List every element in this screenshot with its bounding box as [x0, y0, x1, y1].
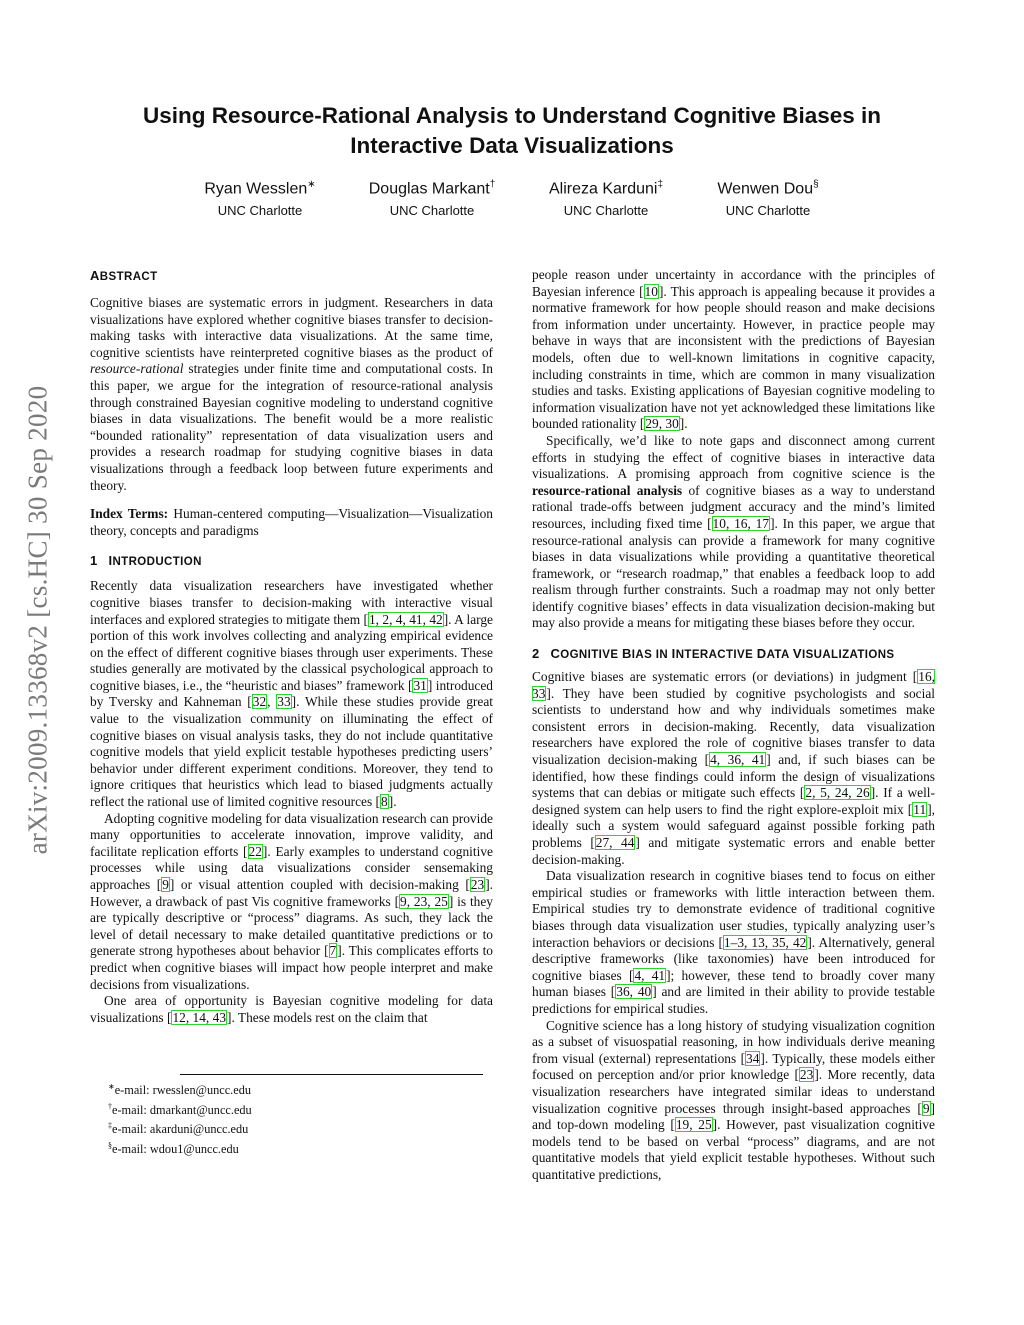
section-2-paragraph-2: Data visualization research in cognitive biases tend to focus on either empirical studies or frameworks with little interaction between them. Empirical studies try to demonstrate evidence of traditional cognitive biases through data visualization user studies, typically analyzing user’s interaction behaviors or decisions [1–3, 13, 35, 42]. Alternatively, general descriptive frameworks (like taxonomies) have been introduced for cognitive biases [4, 41]; however, these tend to broadly cover many human biases [36, 40] and are limited in their ability to provide testable predictions for empirical studies.	[532, 868, 936, 1016]
author-1	[160, 175, 360, 221]
footnotes	[90, 1074, 493, 1157]
author-name: Alireza Karduni	[548, 180, 658, 198]
citation-link[interactable]: 11	[913, 801, 927, 817]
abstract-text: Cognitive biases are systematic errors in judgment. Researchers in data visualizations have explored whether cognitive biases transfer to decision-making tasks with interactive data visualizations. At the same time, cognitive scientists have reinterpreted cognitive biases as the product of resource-rational strategies under finite time and computational costs. In this paper, we argue for the integration of resource-rational analysis through constrained Bayesian cognitive modeling to understand cognitive biases in data visualizations. The benefit would be a more realistic “bounded rationality” representation of data visualization users and provides a research roadmap for studying cognitive biases in data visualizations through a feedback loop between future experiments and theory.	[90, 295, 493, 493]
author-affiliation: UNC Charlotte	[389, 203, 475, 219]
citation-link[interactable]: 36, 40	[616, 984, 652, 1000]
author-affiliation: UNC Charlotte	[725, 203, 811, 219]
footnote: †e-mail: dmarkant@uncc.edu	[108, 1101, 252, 1117]
citation-link[interactable]: 4, 41	[634, 967, 666, 983]
title-line-1: Using Resource-Rational Analysis to Understand Cognitive Biases in	[142, 103, 882, 128]
author-name: Douglas Markant	[368, 180, 490, 198]
author-mark: ‡	[657, 179, 664, 190]
arxiv-id: arXiv:2009.13368v2 [cs.HC] 30 Sep 2020	[22, 385, 53, 855]
intro-paragraph-4: people reason under uncertainty in accordance with the principles of Bayesian inference [10]. This approach is appealing because it provides a normative framework for how people should reason and make decisions from information under uncertainty. However, in practice people may behave in ways that are inconsistent with the predictions of Bayesian models, often due to well-known limitations in cognitive capacity, including constraints in time, which are common in many visualization studies and tasks. Existing applications of Bayesian cognitive modeling to information visualization have not yet acknowledged these limitations like bounded rationality [29, 30].	[532, 267, 935, 432]
citation-link[interactable]: 9, 23, 25	[400, 893, 448, 909]
index-terms: Index Terms: Human-centered computing—Visualization—Visualization theory, concepts and paradigms	[90, 506, 493, 538]
author-name: Ryan Wesslen	[204, 180, 308, 198]
author-mark: †	[489, 179, 496, 190]
index-terms-label: Index Terms:	[90, 506, 169, 522]
citation-link[interactable]: 1–3, 13, 35, 42	[723, 934, 807, 950]
left-column	[90, 266, 493, 1026]
intro-paragraph-1: Recently data visualization researchers have investigated whether cognitive biases transfer to decision-making with interactive visual interfaces and explored strategies to mitigate them [1, 2, 4, 41, 42]. A large portion of this work involves collecting and analyzing empirical evidence on the effect of different cognitive biases through user experiments. These studies generally are motivated by the classical psychological approach to cognitive biases, i.e., the “heuristic and biases” framework [31] introduced by Tversky and Kahneman [32, 33]. While these studies provide great value to the visualization community on illuminating the effect of cognitive biases on visual analysis tasks, they do not include quantitative cognitive models that yield explicit testable hypotheses predicting users’ behavior under different experiment conditions. Moreover, they tend to ignore critiques that heuristics which lead to biased judgments actually reflect the rational use of limited cognitive resources [8].	[90, 578, 493, 810]
author-affiliation: UNC Charlotte	[217, 203, 303, 219]
citation-link[interactable]: 8	[381, 794, 388, 810]
citation-link[interactable]: 29, 30	[645, 416, 679, 432]
citation-link[interactable]: 31	[413, 677, 427, 693]
citation-link[interactable]: 2, 5, 24, 26	[805, 785, 870, 801]
citation-link[interactable]: 27, 44	[595, 835, 635, 850]
citation-link[interactable]: 9	[922, 1100, 930, 1116]
arxiv-stamp	[8, 0, 68, 1325]
author-2	[332, 175, 532, 221]
citation-link[interactable]: 9	[162, 877, 169, 892]
footnote: ∗e-mail: rwesslen@uncc.edu	[108, 1082, 251, 1098]
citation-link[interactable]: 12, 14, 43	[172, 1009, 227, 1025]
author-name: Wenwen Dou	[717, 180, 814, 198]
citation-link[interactable]: 4, 36, 41	[710, 752, 766, 768]
footnote-rule	[180, 1074, 483, 1075]
intro-paragraph-3: One area of opportunity is Bayesian cognitive modeling for data visualizations [12, 14, 43]. These models rest on the claim that	[90, 993, 493, 1025]
abstract-heading: ABSTRACT	[90, 268, 158, 283]
author-mark: ∗	[307, 179, 316, 190]
section-1-heading: 1 INTRODUCTION	[90, 553, 202, 569]
citation-link[interactable]: 1, 2, 4, 41, 42	[368, 611, 443, 627]
intro-paragraph-2: Adopting cognitive modeling for data visualization research can provide many opportunities to accelerate innovation, improve validity, and facilitate replication efforts [22]. Early examples to understand cognitive processes while using data visualizations consider sensemaking approaches [9] or visual attention coupled with decision-making [23]. However, a drawback of past Vis cognitive frameworks [9, 23, 25] is they are typically descriptive or “process” diagrams. As such, they lack the level of detail necessary to make detailed quantitative predictions or to generate strong hypotheses about behavior [7]. This complicates efforts to predict when cognitive biases will impact how people interpret and make decisions from visualizations.	[90, 810, 493, 992]
citation-link[interactable]: 33	[277, 694, 291, 710]
paper-title	[90, 101, 934, 161]
author-4	[668, 175, 868, 221]
author-list	[150, 175, 880, 225]
intro-paragraph-5: Specifically, we’d like to note gaps and disconnect among current efforts in studying the effect of cognitive biases in interactive data visualizations. A promising approach from cognitive science is the resource-rational analysis of cognitive biases as a way to understand rational trade-offs between judgment accuracy and the mind’s limited resources, including fixed time [10, 16, 17]. In this paper, we argue that resource-rational analysis can provide a framework for many cognitive biases in data visualizations while providing a quantitative theoretical framework, or “research roadmap,” that enables a feedback loop to add realism through further constraints. Such a roadmap may not only better identify cognitive biases’ effects in data visualization decision-making but may also provide a means for mitigating these biases before they occur.	[532, 432, 936, 631]
citation-link[interactable]: 34	[746, 1050, 760, 1066]
citation-link[interactable]: 7	[329, 943, 337, 959]
citation-link[interactable]: 32	[252, 694, 267, 710]
footnote: §e-mail: wdou1@uncc.edu	[108, 1140, 239, 1156]
author-affiliation: UNC Charlotte	[563, 203, 649, 219]
citation-link[interactable]: 16, 33	[532, 669, 935, 701]
citation-link[interactable]: 23	[799, 1067, 814, 1083]
author-mark: §	[813, 179, 819, 190]
section-2-paragraph-1: Cognitive biases are systematic errors (or deviations) in judgment [16, 33]. They have been studied by cognitive psychologists and social scientists to understand how and why individuals sometimes make consistent errors in decision-making. Recently, data visualization researchers have explored the role of cognitive biases transfer to data visualization decision-making [4, 36, 41] and, if such biases can be identified, how these findings could inform the design of visualizations systems that can debias or mitigate such effects [2, 5, 24, 26]. If a well-designed system can help users to find the right explore-exploit mix [11], ideally such a system would safeguard against possible forking path problems [27, 44] and mitigate systematic errors and enable better decision-making.	[532, 669, 935, 867]
citation-link[interactable]: 22	[248, 843, 262, 859]
section-2-paragraph-3: Cognitive science has a long history of studying visualization cognition as a subset of visuospatial reasoning, in how individuals derive meaning from visual (external) representations [34]. Typically, these models either focused on perception and/or prior knowledge [23]. More recently, data visualization researchers have integrated similar ideas to understand visualization cognitive processes through insight-based approaches [9] and top-down modeling [19, 25]. However, past visualization cognitive models tend to be based on verbal “process” diagrams, and are not quantitative models that yield explicit testable hypotheses. Without such quantitative predictions,	[532, 1017, 935, 1182]
section-2-heading: 2 COGNITIVE BIAS IN INTERACTIVE DATA VISUALIZATIONS	[532, 646, 895, 662]
right-column	[532, 267, 935, 1183]
citation-link[interactable]: 10	[644, 283, 658, 299]
footnote: ‡e-mail: akarduni@uncc.edu	[108, 1121, 249, 1137]
title-line-2: Interactive Data Visualizations	[350, 133, 674, 158]
citation-link[interactable]: 19, 25	[675, 1117, 712, 1133]
citation-link[interactable]: 23	[470, 877, 485, 892]
citation-link[interactable]: 10, 16, 17	[712, 515, 770, 531]
